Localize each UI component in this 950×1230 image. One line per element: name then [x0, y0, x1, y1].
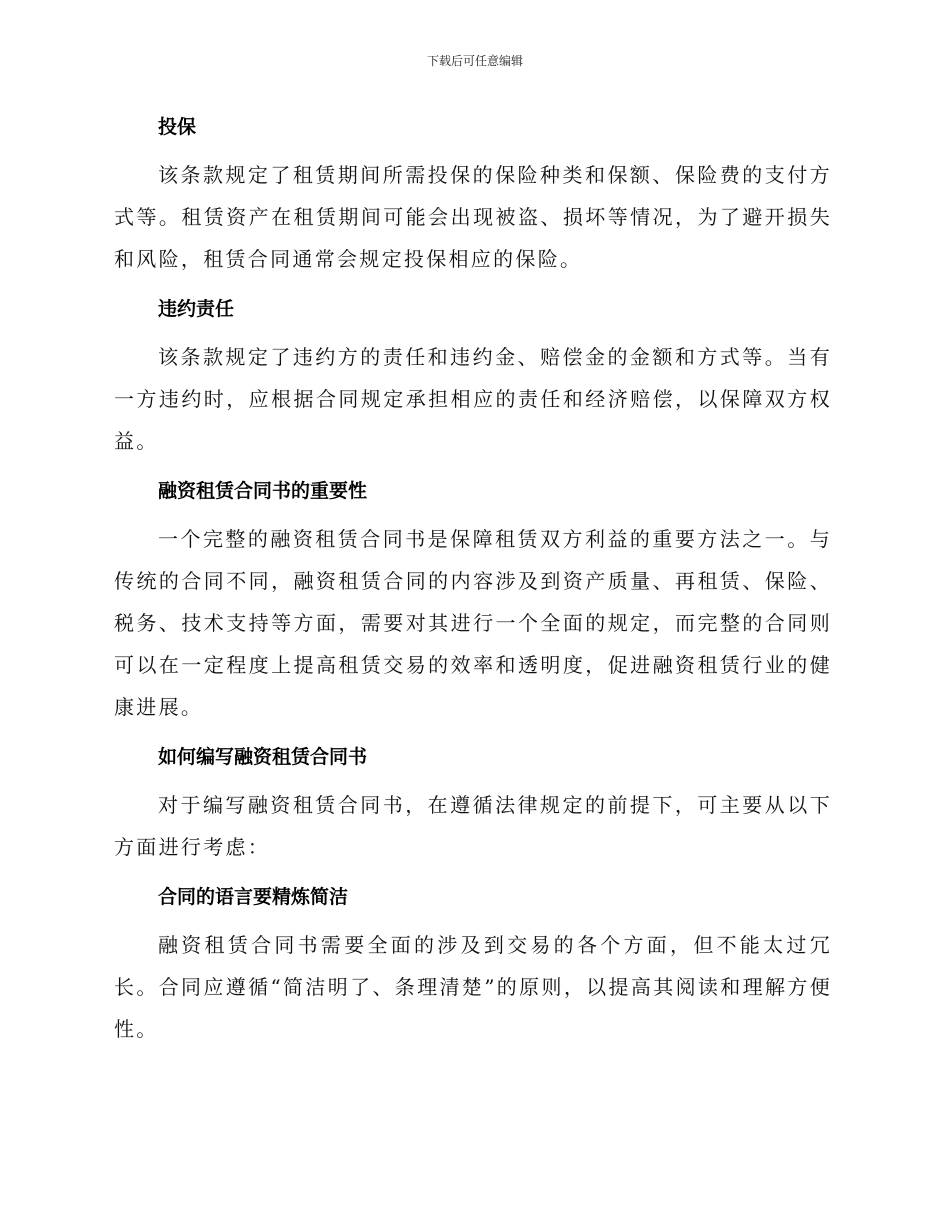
section-paragraph-breach-liability: 该条款规定了违约方的责任和违约金、赔偿金的金额和方式等。当有一方违约时，应根据合同规定承担相应的责任和经济赔偿，以保障双方权益。 — [114, 345, 832, 453]
section-heading-insurance: 投保 — [158, 116, 197, 138]
section-paragraph-importance: 一个完整的融资租赁合同书是保障租赁双方利益的重要方法之一。与传统的合同不同，融资租赁合同的内容涉及到资产质量、再租赁、保险、税务、技术支持等方面，需要对其进行一个全面的规定，而完整的合同则可以在一定程度上提高租赁交易的效率和透明度，促进融资租赁行业的健康进展。 — [114, 527, 832, 719]
section-paragraph-concise-language: 融资租赁合同书需要全面的涉及到交易的各个方面，但不能太过冗长。合同应遵循“简洁明了、条理清楚”的原则，以提高其阅读和理解方便性。 — [114, 933, 832, 1041]
section-paragraph-insurance: 该条款规定了租赁期间所需投保的保险种类和保额、保险费的支付方式等。租赁资产在租赁期间可能会出现被盗、损坏等情况，为了避开损失和风险，租赁合同通常会规定投保相应的保险。 — [114, 163, 832, 271]
section-heading-how-to-write: 如何编写融资租赁合同书 — [158, 746, 368, 768]
section-heading-concise-language: 合同的语言要精炼简洁 — [158, 886, 349, 908]
page-header: 下载后可任意编辑 — [426, 54, 523, 68]
section-heading-importance: 融资租赁合同书的重要性 — [158, 480, 368, 502]
document-body — [114, 107, 832, 1059]
section-paragraph-how-to-write: 对于编写融资租赁合同书，在遵循法律规定的前提下，可主要从以下方面进行考虑： — [114, 793, 832, 859]
section-heading-breach-liability: 违约责任 — [158, 298, 235, 320]
